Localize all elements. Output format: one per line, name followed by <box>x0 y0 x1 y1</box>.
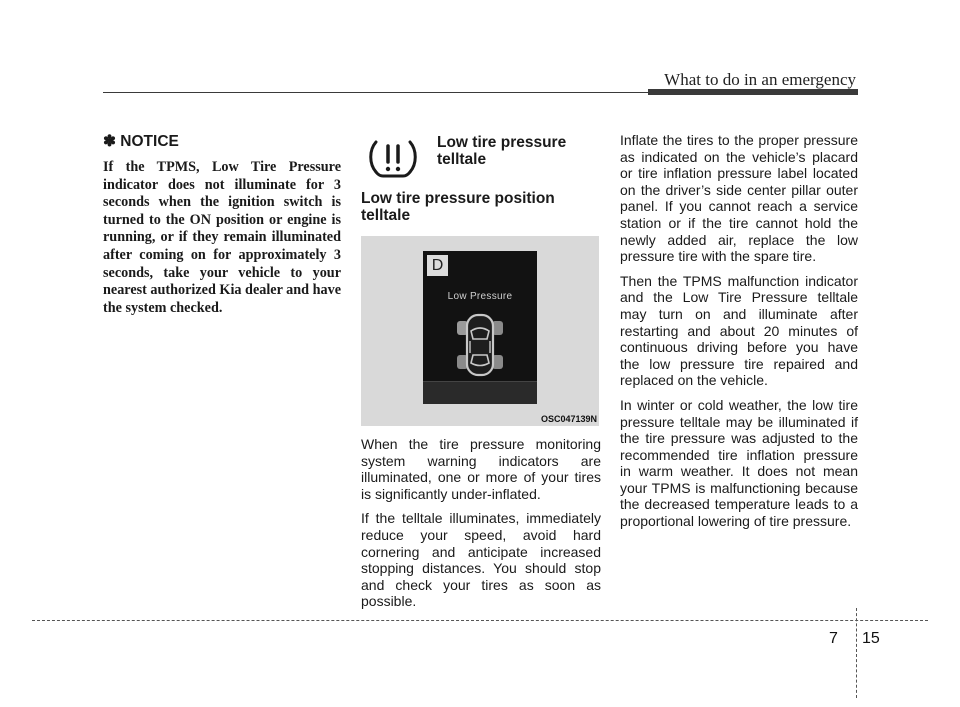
drive-mode-indicator: D <box>427 255 448 276</box>
position-telltale-heading: Low tire pressure position telltale <box>361 190 555 224</box>
cold-weather-paragraph: In winter or cold weather, the low tire pressure telltale may be illuminated if the tire pressure was adjusted to the recommended tire inflation pressure in warm weather. It does not mean your TPMS is malfunctioning because the decreased temperature leads to a proportional lowering of tire pressure. <box>620 396 858 530</box>
instructions-column <box>620 132 858 538</box>
low-pressure-label: Low Pressure <box>447 291 513 302</box>
footer-rule <box>32 620 928 621</box>
notice-body: If the TPMS, Low Tire Pressure indicator does not illuminate for 3 seconds when the ignition switch is turned to the ON position or engine is running, or if they remain illuminated after coming on for approximately 3 seconds, take your vehicle to your nearest authorized Kia dealer and have the system checked. <box>103 159 341 316</box>
cluster-figure <box>361 236 599 426</box>
footer-divider <box>856 608 857 698</box>
malfunction-paragraph: Then the TPMS malfunction indicator and the Low Tire Pressure telltale may turn on and illuminate after restarting and about 20 minutes of continuous driving before you have the low pressure tire repaired and replaced on the vehicle. <box>620 272 858 389</box>
header-bar <box>648 89 858 95</box>
cluster-screen <box>423 251 537 404</box>
header-rule <box>103 92 648 93</box>
screen-header <box>423 251 537 279</box>
screen-bottom-strip <box>423 381 537 404</box>
telltale-title: Low tire pressure telltale <box>437 134 567 168</box>
notice-heading: ✽ NOTICE <box>103 133 179 150</box>
telltale-paragraph-1: When the tire pressure monitoring system warning indicators are illuminated, one or more of your tires is significantly under-inflated. <box>361 436 601 502</box>
telltale-row <box>361 132 601 184</box>
tire-pressure-warning-icon <box>367 136 419 180</box>
figure-code: OSC047139N <box>540 414 597 424</box>
chapter-title: What to do in an emergency <box>664 70 856 89</box>
telltale-column <box>361 132 601 618</box>
page-number: 15 <box>862 630 880 647</box>
chapter-number: 7 <box>829 630 838 647</box>
car-top-view-icon <box>449 313 511 377</box>
telltale-description <box>361 436 601 610</box>
notice-column <box>103 132 341 317</box>
telltale-paragraph-2: If the telltale illuminates, immediately reduce your speed, avoid hard cornering and anticipate increased stopping distances. You should stop and check your tires as soon as possible. <box>361 510 601 610</box>
inflate-paragraph: Inflate the tires to the proper pressure as indicated on the vehicle’s placard or tire inflation pressure label located on the driver’s side center pillar outer panel. If you cannot reach a service station or if the tire cannot hold the newly added air, replace the low pressure tire with the spare tire. <box>620 132 858 265</box>
